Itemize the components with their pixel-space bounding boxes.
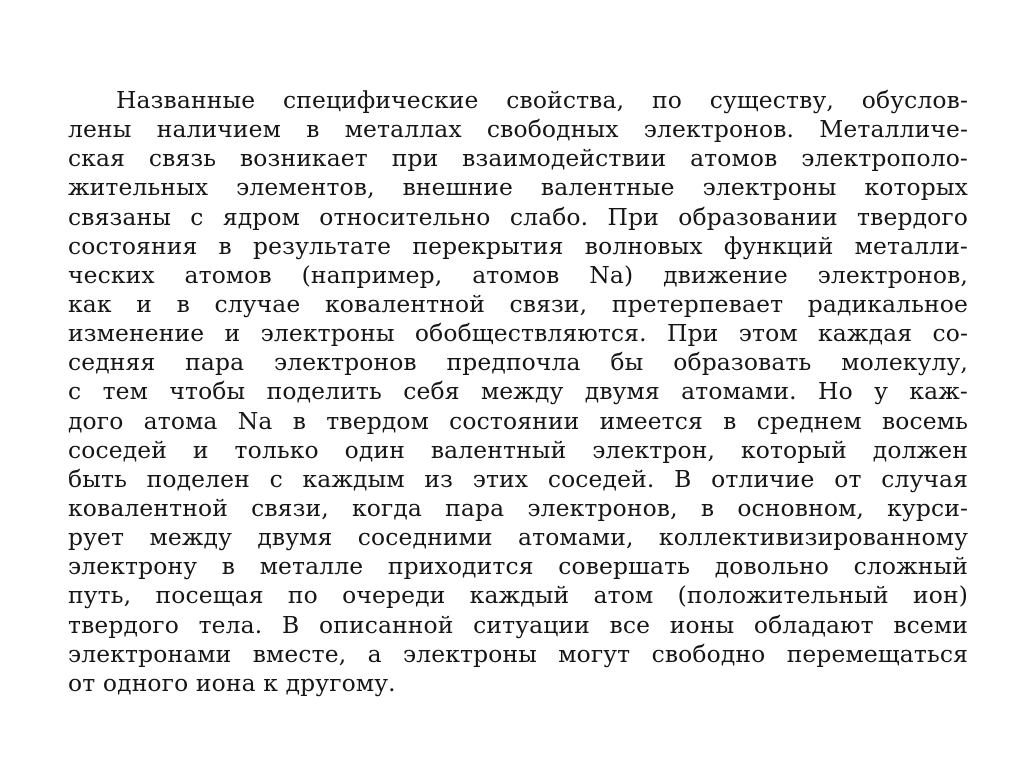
text-line: как и в случае ковалентной связи, претерпевает радикальное (68, 289, 968, 318)
text-line: путь, посещая по очереди каждый атом (положительный ион) (68, 581, 968, 610)
scanned-page (58, 86, 968, 698)
text-line: седняя пара электронов предпочла бы образовать молекулу, (68, 348, 968, 377)
text-line: соседей и только один валентный электрон, который должен (68, 435, 968, 464)
text-line: ческих атомов (например, атомов Na) движение электронов, (68, 260, 968, 289)
text-line: лены наличием в металлах свободных электронов. Металличе- (68, 115, 968, 144)
text-line: связаны с ядром относительно слабо. При образовании твердого (68, 202, 968, 231)
text-line: изменение и электроны обобществляются. При этом каждая со- (68, 319, 968, 348)
text-line: твердого тела. В описанной ситуации все ионы обладают всеми (68, 610, 968, 639)
text-line: Названные специфические свойства, по существу, обуслов- (116, 86, 968, 114)
text-line: быть поделен с каждым из этих соседей. В отличие от случая (68, 464, 968, 493)
text-line: от одного иона к другому. (68, 668, 396, 697)
text-line: состояния в результате перекрытия волновых функций металли- (68, 231, 968, 260)
text-line: ская связь возникает при взаимодействии атомов электрополо- (68, 144, 968, 173)
paragraph (68, 86, 968, 698)
text-line: рует между двумя соседними атомами, коллективизированному (68, 523, 968, 552)
text-line: ковалентной связи, когда пара электронов, в основном, курси- (68, 493, 968, 522)
text-line: с тем чтобы поделить себя между двумя атомами. Но у каж- (68, 377, 968, 406)
text-line: жительных элементов, внешние валентные электроны которых (68, 173, 968, 202)
text-line: дого атома Na в твердом состоянии имеется в среднем восемь (68, 406, 968, 435)
text-line: электрону в металле приходится совершать довольно сложный (68, 552, 968, 581)
text-line: электронами вместе, а электроны могут свободно перемещаться (68, 639, 968, 668)
